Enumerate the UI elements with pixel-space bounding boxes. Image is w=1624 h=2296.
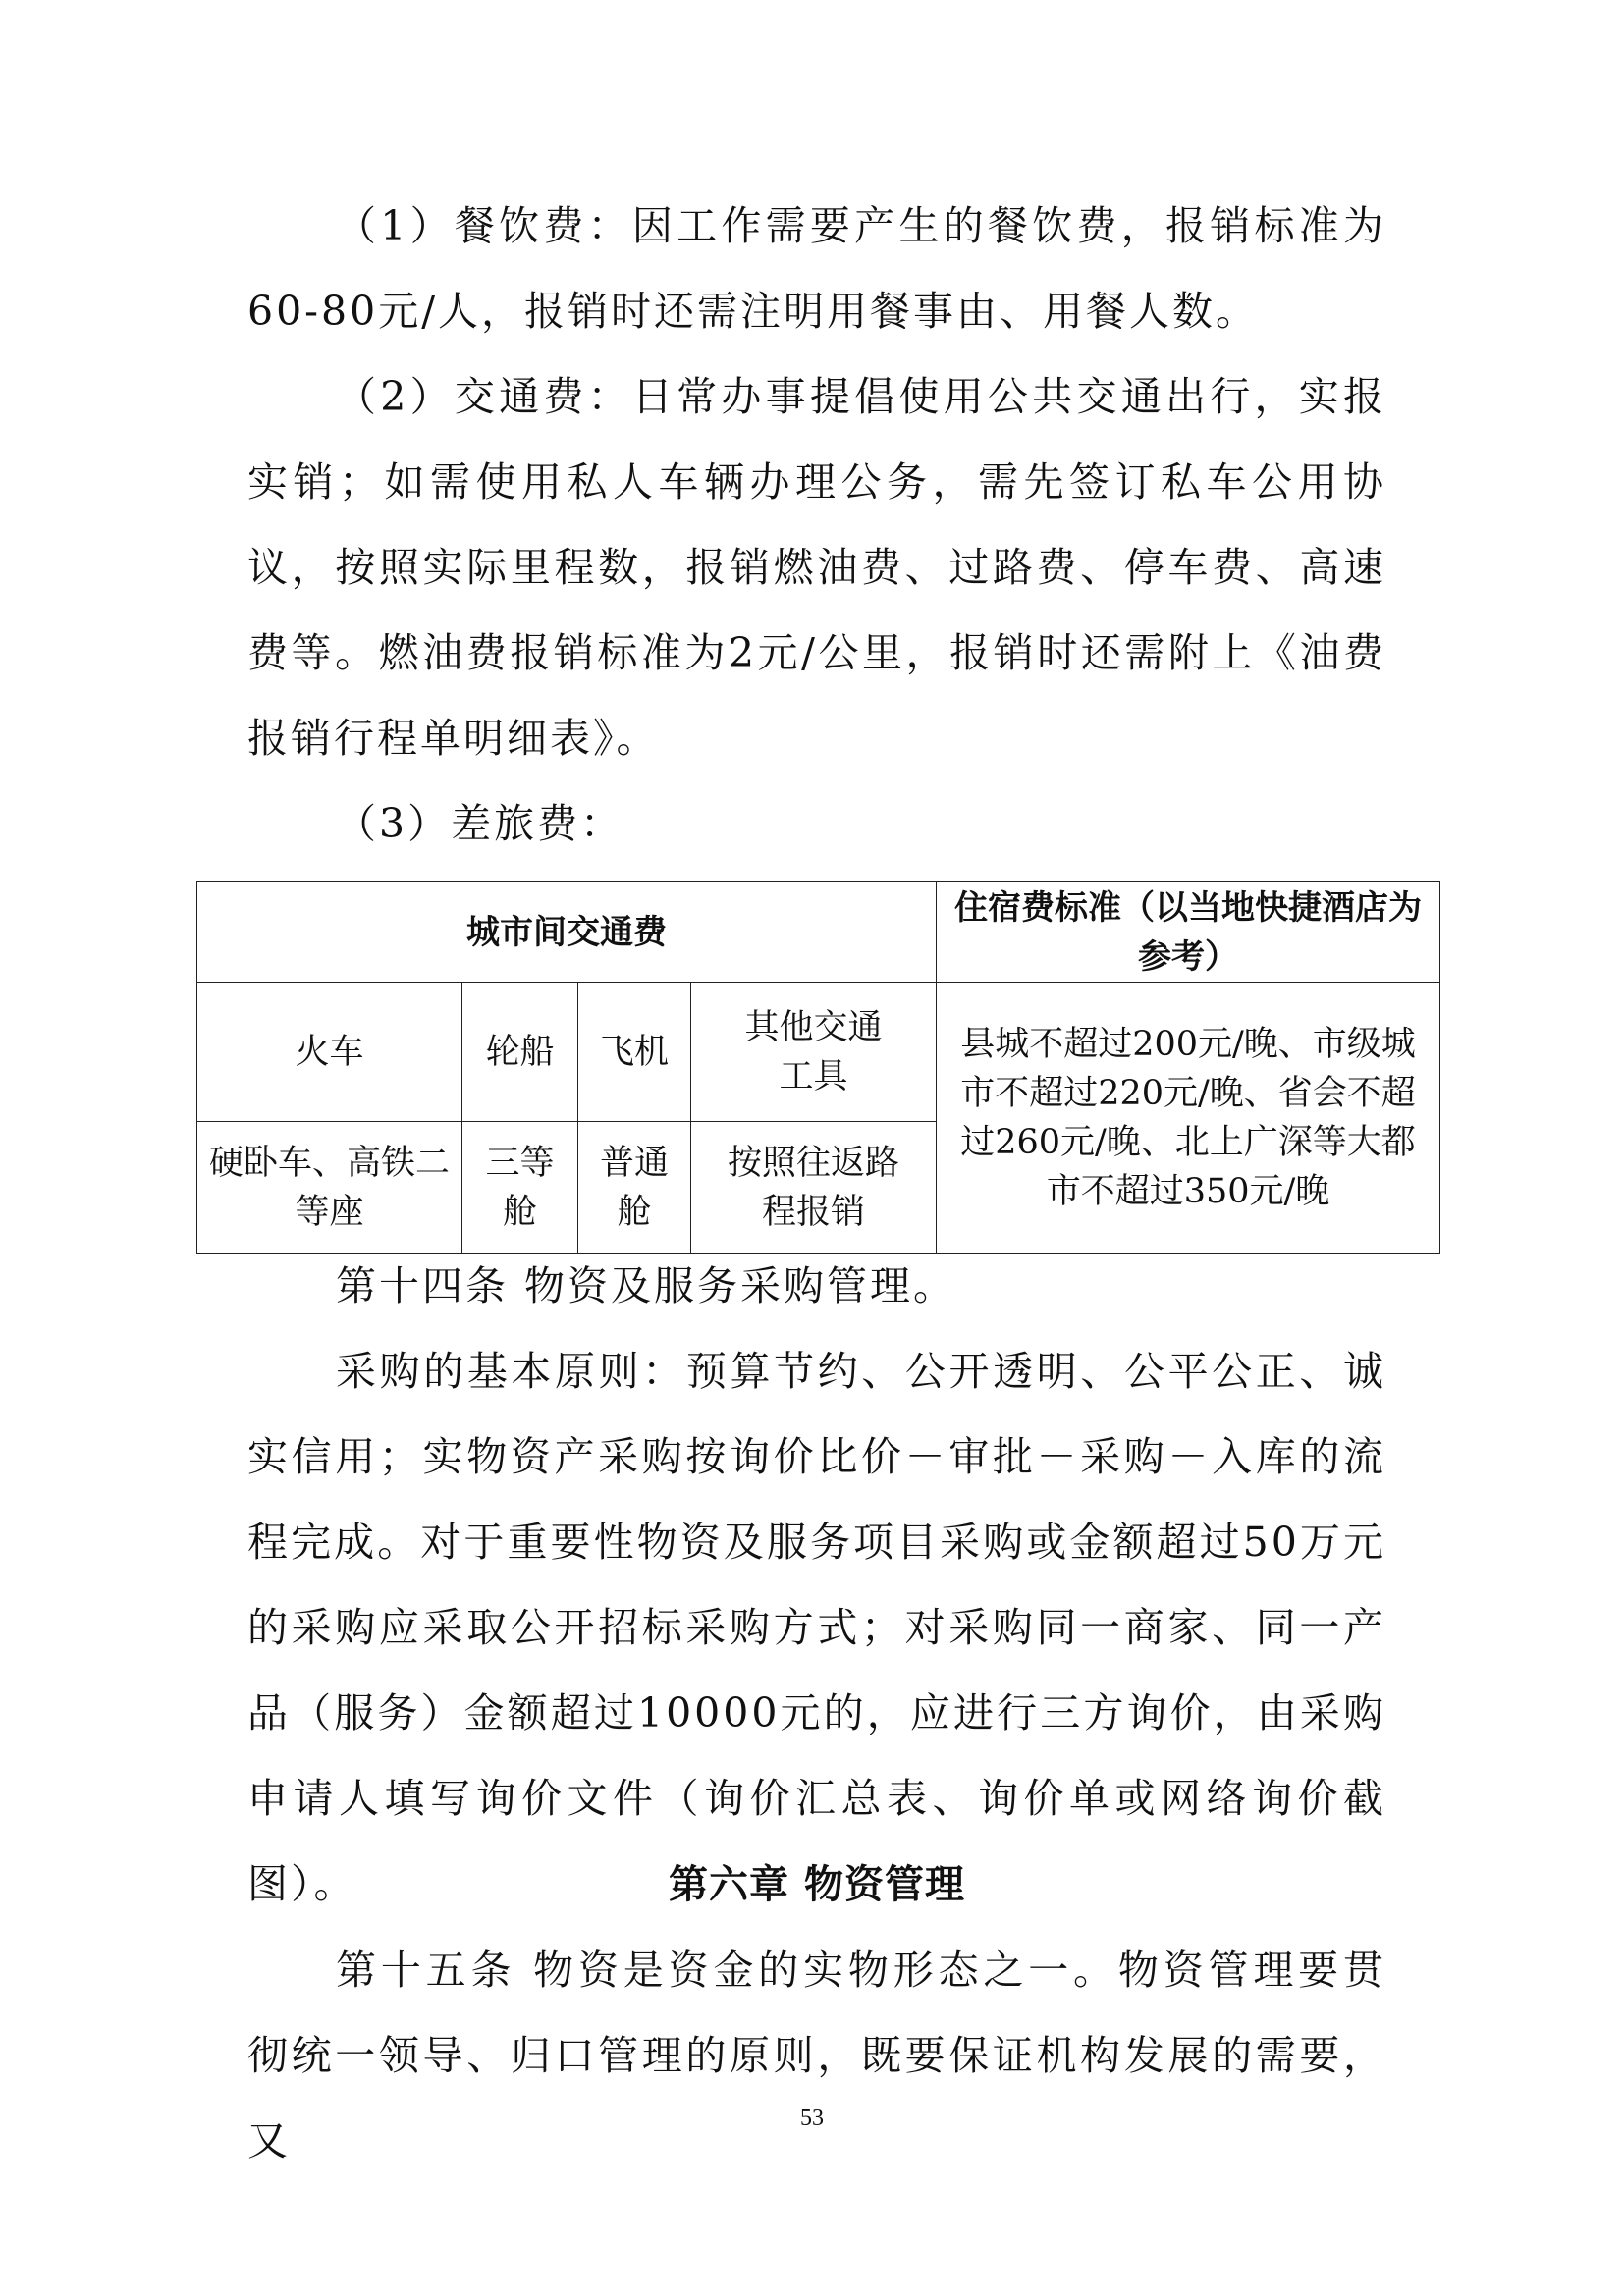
header-lodging-standard: 住宿费标准（以当地快捷酒店为参考） bbox=[937, 882, 1440, 983]
paragraph-transport-expense: （2）交通费：日常办事提倡使用公共交通出行，实报实销；如需使用私人车辆办理公务，需先签订私车公用协议，按照实际里程数，报销燃油费、过路费、停车费、高速费等。燃油费报销标准为2元/公里，报销时还需附上《油费报销行程单明细表》。 bbox=[247, 373, 1386, 762]
article-14-title: 第十四条 物资及服务采购管理。 bbox=[336, 1262, 957, 1309]
header-intercity-transport: 城市间交通费 bbox=[197, 882, 937, 983]
article-14-body: 采购的基本原则：预算节约、公开透明、公平公正、诚实信用；实物资产采购按询价比价－审批－采购－入库的流程完成。对于重要性物资及服务项目采购或金额超过50万元的采购应采取公开招标采购方式；对采购同一商家、同一产品（服务）金额超过10000元的，应进行三方询价，由采购申请人填写询价文件（询价汇总表、询价单或网络询价截图）。 bbox=[247, 1348, 1386, 1907]
travel-expense-table bbox=[196, 881, 1440, 1254]
page-number: 53 bbox=[800, 2106, 824, 2131]
table-header-row bbox=[197, 882, 1440, 983]
paragraph-travel-expense: （3）差旅费： bbox=[336, 800, 624, 847]
table-row-modes bbox=[197, 983, 1440, 1122]
paragraph-meal-expense: （1）餐饮费：因工作需要产生的餐饮费，报销标准为60-80元/人，报销时还需注明用餐事由、用餐人数。 bbox=[247, 202, 1386, 335]
cell-ship-class: 三等舱 bbox=[462, 1122, 578, 1254]
cell-ship: 轮船 bbox=[462, 983, 578, 1122]
cell-plane-class: 普通舱 bbox=[578, 1122, 691, 1254]
cell-plane: 飞机 bbox=[578, 983, 691, 1122]
cell-train: 火车 bbox=[197, 983, 462, 1122]
article-15-body: 第十五条 物资是资金的实物形态之一。物资管理要贯彻统一领导、归口管理的原则，既要保证机构发展的需要，又 bbox=[247, 1947, 1386, 2164]
cell-other-class: 按照往返路程报销 bbox=[691, 1122, 937, 1254]
cell-other-transport: 其他交通工具 bbox=[691, 983, 937, 1122]
cell-lodging-limits: 县城不超过200元/晚、市级城市不超过220元/晚、省会不超过260元/晚、北上广深等大都市不超过350元/晚 bbox=[937, 983, 1440, 1254]
cell-train-class: 硬卧车、高铁二等座 bbox=[197, 1122, 462, 1254]
chapter-6-heading: 第六章 物资管理 bbox=[669, 1862, 965, 1907]
